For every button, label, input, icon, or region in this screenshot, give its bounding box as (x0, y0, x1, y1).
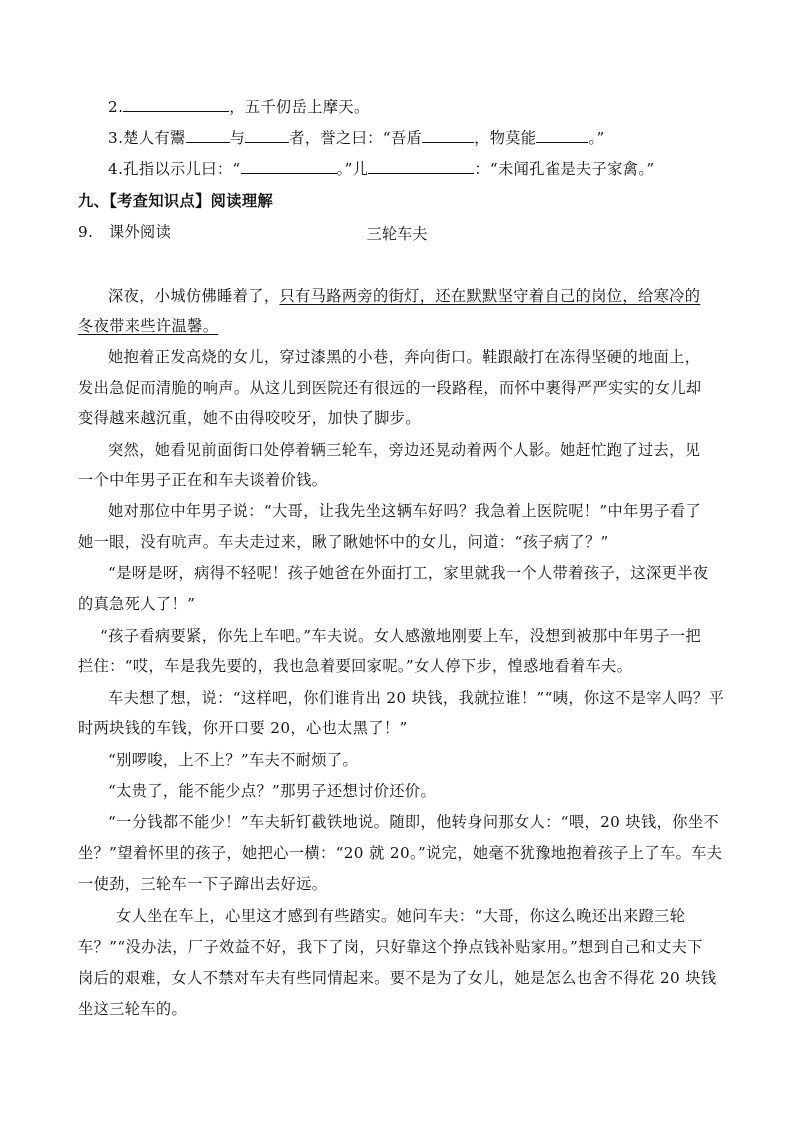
paragraph-line: 岗后的艰难，女人不禁对车夫有些同情起来。要不是为了女儿，她是怎么也舍不得花 20 块钱 (78, 969, 717, 987)
paragraph-line: 变得越来越沉重，她不由得咬咬牙，加快了脚步。 (78, 409, 421, 427)
item-text: ，五千仞岳上摩天。 (229, 98, 370, 116)
paragraph-line: 拦住：“哎，车是我先要的，我也急着要回家呢。”女人停下步，惶惑地看着车夫。 (78, 657, 633, 675)
underlined-sentence: 冬夜带来些许温馨。 (78, 317, 219, 335)
paragraph-line: 她对那位中年男子说：“大哥，让我先坐这辆车好吗？我急着上医院呢！”中年男子看了 (108, 502, 702, 520)
fill-item-3 (108, 128, 605, 148)
paragraph-line: “是呀是呀，病得不轻呢！孩子她爸在外面打工，家里就我一个人带着孩子，这深更半夜 (108, 564, 709, 582)
item-text: 。”儿 (336, 160, 369, 178)
text-run: 深夜，小城仿佛睡着了， (108, 287, 280, 305)
item-text: 。” (588, 129, 605, 147)
paragraph-line (108, 286, 700, 306)
paragraph-line: 坐？”望着怀里的孩子，她把心一横：“20 就 20。”说完，她毫不犹豫地抱着孩子上了车。车夫 (78, 844, 723, 862)
answer-blank[interactable] (241, 159, 337, 174)
item-text: ：“未闻孔雀是夫子家禽。” (474, 160, 655, 178)
answer-blank[interactable] (186, 128, 230, 143)
paragraph-line: “孩子看病要紧，你先上车吧。”车夫说。女人感激地刚要上车，没想到被那中年男子一把 (100, 627, 702, 645)
fill-item-4 (108, 159, 655, 179)
paragraph-line: 她一眼，没有吭声。车夫走过来，瞅了瞅她怀中的女儿，问道：“孩子病了？” (78, 533, 609, 551)
paragraph-line: “一分钱都不能少！”车夫斩钉截铁地说。随即，他转身问那女人：“喂，20 块钱，你坐不 (108, 813, 719, 831)
answer-blank[interactable] (123, 97, 229, 112)
question-label: 9. 课外阅读 (78, 223, 172, 241)
paragraph-line: 车夫想了想，说：“这样吧，你们谁肯出 20 块钱，我就拉谁！”“咦，你这不是宰人吗？平 (108, 689, 725, 707)
paragraph-line: 一使劲，三轮车一下子蹿出去好远。 (78, 875, 328, 893)
item-text: ，物莫能 (474, 129, 537, 147)
paragraph-line: “别啰唆，上不上？”车夫不耐烦了。 (108, 751, 359, 769)
paragraph-line: 时两块钱的车钱，你开口要 20，心也太黑了！” (78, 719, 408, 737)
paragraph-line: 发出急促而清脆的响声。从这儿到医院还有很远的一段路程，而怀中裹得严严实实的女儿却 (78, 379, 702, 397)
item-text: 3.楚人有鬻 (108, 129, 186, 147)
paragraph-line: “太贵了，能不能少点？”那男子还想讨价还价。 (108, 782, 437, 800)
fill-item-2 (108, 97, 370, 117)
answer-blank[interactable] (368, 159, 474, 174)
item-text: 4.孔指以示儿曰：“ (108, 160, 241, 178)
answer-blank[interactable] (536, 128, 588, 143)
section-heading: 九、【考查知识点】阅读理解 (78, 192, 274, 210)
answer-blank[interactable] (245, 128, 289, 143)
paragraph-line: 一个中年男子正在和车夫谈着价钱。 (78, 471, 328, 489)
paragraph-line: 车？”“没办法，厂子效益不好，我下了岗，只好靠这个挣点钱补贴家用。”想到自己和丈夫下 (78, 938, 703, 956)
item-text: 与 (229, 129, 246, 147)
item-text: 者，誉之曰：“吾盾 (289, 129, 423, 147)
paragraph-line: 的真急死人了！” (78, 595, 196, 613)
paragraph-line: 女人坐在车上，心里这才感到有些踏实。她问车夫：“大哥，你这么晚还出来蹬三轮 (116, 907, 686, 925)
paragraph-line: 坐这三轮车的。 (78, 1000, 188, 1018)
story-title: 三轮车夫 (366, 225, 428, 243)
item-number: 2. (108, 98, 124, 116)
paragraph-line: 她抱着正发高烧的女儿，穿过漆黑的小巷，奔向街口。鞋跟敲打在冻得坚硬的地面上， (108, 348, 701, 366)
answer-blank[interactable] (422, 128, 474, 143)
paragraph-line: 突然，她看见前面街口处停着辆三轮车，旁边还晃动着两个人影。她赶忙跑了过去，见 (108, 441, 701, 459)
underlined-sentence: 只有马路两旁的街灯，还在默默坚守着自己的岗位，给寒冷的 (279, 287, 701, 305)
